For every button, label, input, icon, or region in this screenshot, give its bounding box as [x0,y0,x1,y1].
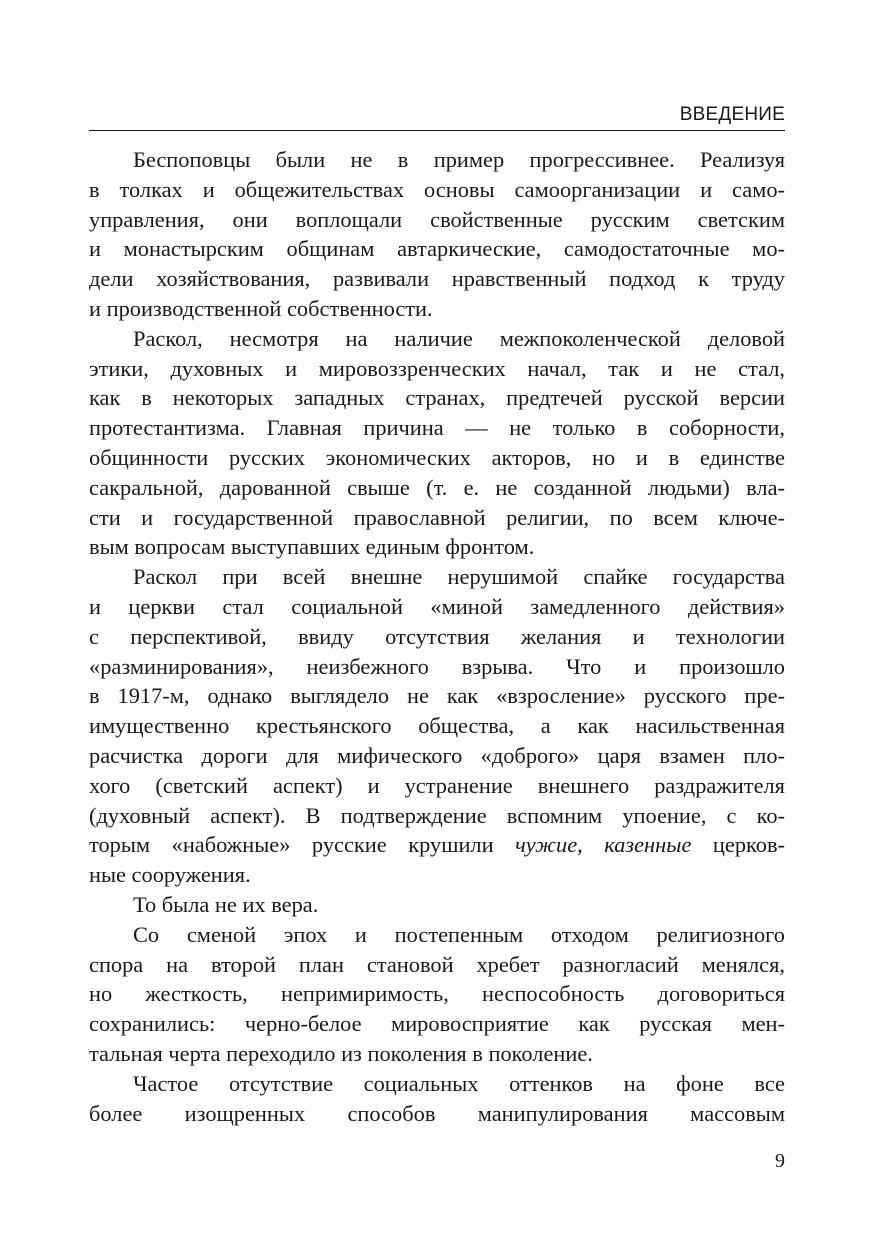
text-line: управления, они воплощали свойственные русским светским [89,206,785,232]
paragraph [89,920,785,1069]
text-line: Раскол, несмотря на наличие межпоколенческой деловой [133,325,785,351]
running-head-title: ВВЕДЕНИЕ [679,104,785,125]
italic-text-run: чужие, казенные [515,832,692,858]
paragraph [89,562,785,890]
text-line: вым вопросам выступавших единым фронтом. [89,534,535,560]
text-line: хого (светский аспект) и устранение внешнего раздражителя [89,772,785,798]
text-line: и монастырским общинам автаркические, самодостаточные мо- [89,236,785,262]
text-line: этики, духовных и мировоззренческих начал, так и не стал, [89,355,785,381]
text-line: общинности русских экономических акторов, но и в единстве [89,444,785,470]
text-line: и церкви стал социальной «миной замедленного действия» [89,593,785,619]
text-line: То была не их вера. [133,891,319,917]
text-line: (духовный аспект). В подтверждение вспомним упоение, с ко- [89,802,785,828]
text-line: Частое отсутствие социальных оттенков на фоне все [133,1070,785,1096]
text-line-with-italic [89,830,785,860]
text-line: имущественно крестьянского общества, а как насильственная [89,713,785,739]
text-line: спора на второй план становой хребет разногласий менялся, [89,951,785,977]
text-line: сохранились: черно-белое мировосприятие как русская мен- [89,1011,785,1037]
text-line: Со сменой эпох и постепенным отходом религиозного [133,921,785,947]
text-line: и производственной собственности. [89,295,433,321]
text-line: сакральной, дарованной свыше (т. е. не созданной людьми) вла- [89,474,785,500]
text-line: протестантизма. Главная причина — не только в соборности, [89,415,785,441]
text-run: торым «набожные» русские крушили [89,832,516,858]
text-line: в 1917-м, однако выглядело не как «взросление» русского пре- [89,683,785,709]
running-head [89,102,785,131]
text-line: тальная черта переходило из поколения в поколение. [89,1040,593,1066]
text-line: но жесткость, непримиримость, неспособность договориться [89,981,785,1007]
page-number: 9 [775,1150,785,1172]
body-text [89,145,785,1128]
paragraph [89,890,785,920]
text-run: церков- [691,832,786,858]
text-line: сти и государственной православной религии, по всем ключе- [89,504,785,530]
paragraph [89,145,785,324]
text-line: Раскол при всей внешне нерушимой спайке государства [133,564,785,590]
text-line: с перспективой, ввиду отсутствия желания и технологии [89,623,785,649]
text-line: расчистка дороги для мифического «доброго» царя взамен пло- [89,742,785,768]
text-line: ные сооружения. [89,862,251,888]
text-line: дели хозяйствования, развивали нравственный подход к труду [89,266,785,292]
paragraph [89,324,785,562]
text-line: в толках и общежительствах основы самоорганизации и само- [89,176,785,202]
text-line: «разминирования», неизбежного взрыва. Что и произошло [89,653,785,679]
text-line: Беспоповцы были не в пример прогрессивнее. Реализуя [133,147,785,172]
paragraph [89,1069,785,1129]
text-line: более изощренных способов манипулирования массовым [89,1100,785,1126]
text-line: как в некоторых западных странах, предтечей русской версии [89,385,785,411]
